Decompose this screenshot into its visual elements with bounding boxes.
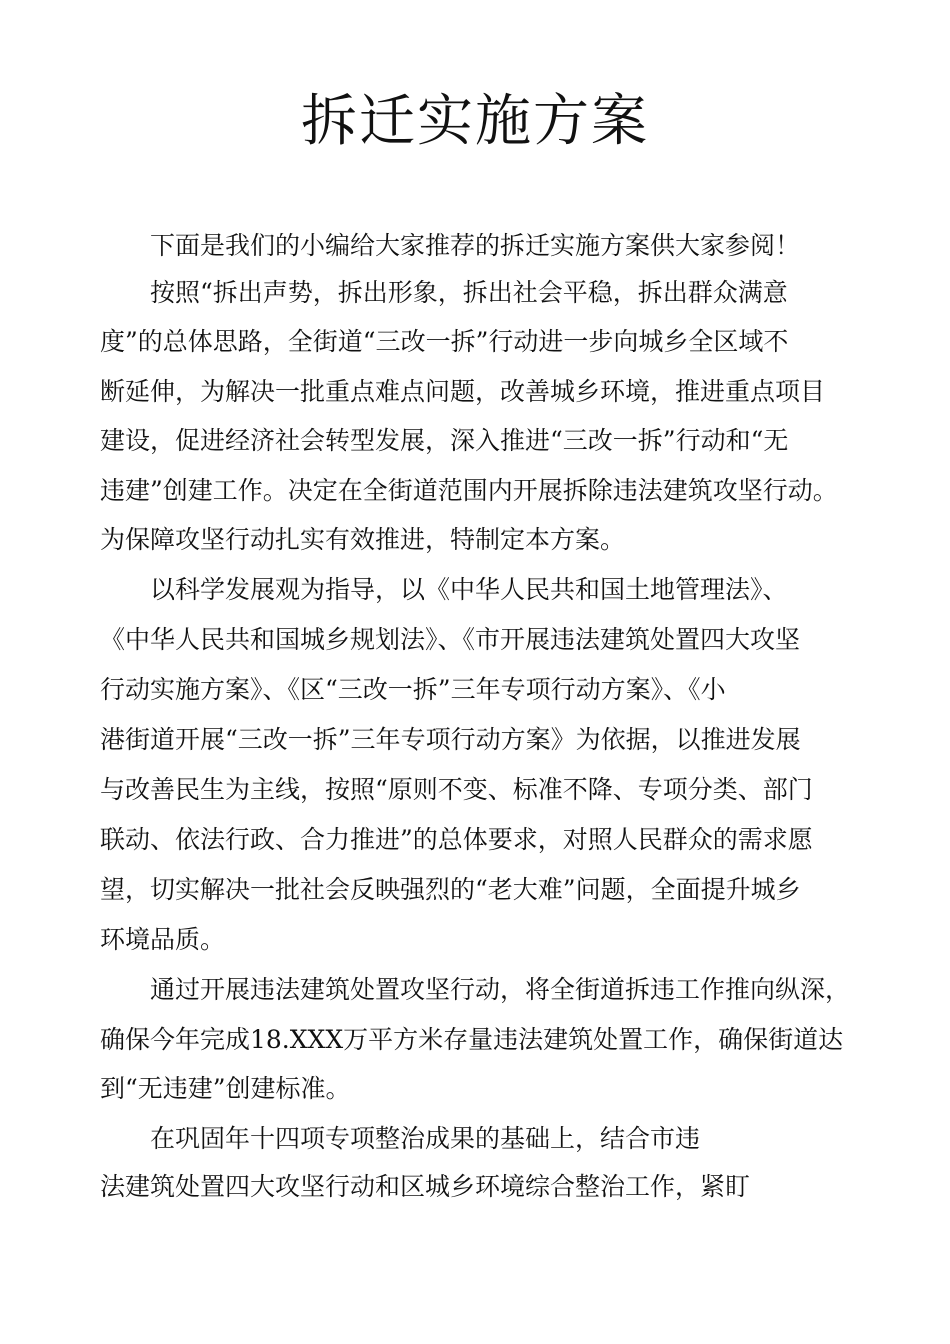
body-line: 望，切实解决一批社会反映强烈的“老大难”问题，全面提升城乡 — [100, 875, 801, 904]
body-line: 下面是我们的小编给大家推荐的拆迁实施方案供大家参阅！ — [150, 231, 801, 260]
body-line: 环境品质。 — [100, 925, 226, 954]
body-line: 违建”创建工作。决定在全街道范围内开展拆除违法建筑攻坚行动。 — [100, 476, 838, 505]
body-line: 联动、依法行政、合力推进”的总体要求，对照人民群众的需求愿 — [100, 825, 813, 854]
body-line: 法建筑处置四大攻坚行动和区城乡环境综合整治工作，紧盯 — [100, 1172, 751, 1201]
document-title: 拆迁实施方案 — [301, 89, 649, 154]
body-line: 为保障攻坚行动扎实有效推进，特制定本方案。 — [100, 525, 626, 554]
body-line: 通过开展违法建筑处置攻坚行动，将全街道拆违工作推向纵深， — [150, 975, 851, 1004]
body-line: 港街道开展“三改一拆”三年专项行动方案》为依据，以推进发展 — [100, 725, 801, 754]
body-line: 《中华人民共和国城乡规划法》、《市开展违法建筑处置四大攻坚 — [100, 625, 801, 654]
body-line: 确保今年完成18.XXX万平方米存量违法建筑处置工作，确保街道达 — [100, 1025, 844, 1054]
body-line: 在巩固年十四项专项整治成果的基础上，结合市违 — [150, 1124, 701, 1153]
body-line: 建设，促进经济社会转型发展，深入推进“三改一拆”行动和“无 — [100, 426, 789, 455]
body-line: 度”的总体思路，全街道“三改一拆”行动进一步向城乡全区域不 — [100, 327, 789, 356]
body-line: 按照“拆出声势，拆出形象，拆出社会平稳，拆出群众满意 — [150, 278, 788, 307]
body-line: 行动实施方案》、《区“三改一拆”三年专项行动方案》、《小 — [100, 675, 726, 704]
body-line: 与改善民生为主线，按照“原则不变、标准不降、专项分类、部门 — [100, 775, 813, 804]
body-line: 以科学发展观为指导，以《中华人民共和国土地管理法》、 — [150, 575, 788, 604]
body-line: 断延伸，为解决一批重点难点问题，改善城乡环境，推进重点项目 — [100, 377, 826, 406]
body-line: 到“无违建”创建标准。 — [100, 1074, 351, 1103]
